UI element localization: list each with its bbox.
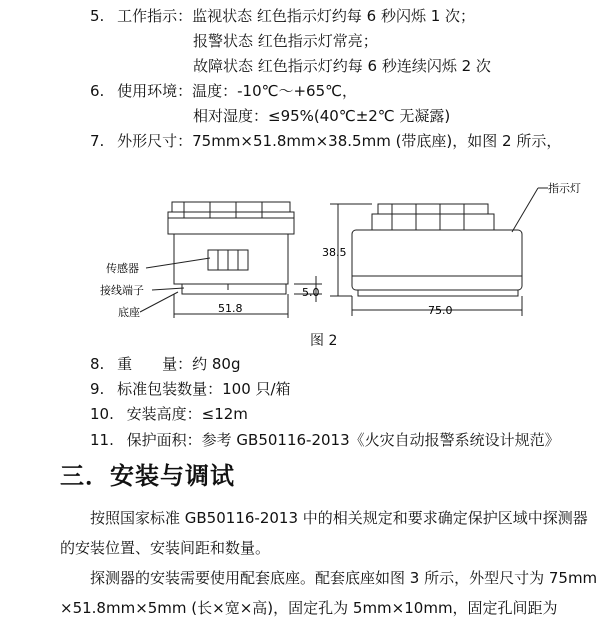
spec-item-6-line-2: 相对湿度：≤95%(40℃±2℃ 无凝露) <box>193 107 451 125</box>
item-number: 11. <box>90 431 114 449</box>
item-label: 外形尺寸： <box>117 132 193 150</box>
spec-item-11 <box>90 430 560 450</box>
item-label: 安装高度： <box>126 405 202 423</box>
item-label: 标准包装数量： <box>117 380 223 398</box>
item-label: 使用环境： <box>117 82 193 100</box>
left-view-fins <box>168 202 294 234</box>
spec-item-9 <box>90 379 291 399</box>
item-label: 保护面积： <box>126 431 202 449</box>
label-indicator: 指示灯 <box>548 182 581 195</box>
item-value: ≤12m <box>201 405 248 423</box>
item-value: 75mm×51.8mm×38.5mm (带底座)，如图 2 所示， <box>192 132 562 150</box>
paragraph-line-3: 探测器的安装需要使用配套底座。配套底座如图 3 所示，外型尺寸为 75mm <box>90 569 598 587</box>
item-number: 10. <box>90 405 114 423</box>
spec-item-5-line-3: 故障状态 红色指示灯约每 6 秒连续闪烁 2 次 <box>193 57 491 75</box>
dim-width-label: 51.8 <box>218 302 243 315</box>
dim-height-label: 38.5 <box>322 246 347 259</box>
dim-length-label: 75.0 <box>428 304 453 317</box>
figure-2-drawing <box>0 180 616 340</box>
spec-item-10 <box>90 404 248 424</box>
item-value: 约 80g <box>192 355 241 373</box>
spec-item-7 <box>90 131 561 151</box>
item-number: 8. <box>90 355 105 373</box>
item-value: 100 只/箱 <box>222 380 291 398</box>
item-number: 9. <box>90 380 105 398</box>
paragraph-line-1: 按照国家标准 GB50116-2013 中的相关规定和要求确定保护区域中探测器 <box>90 509 588 527</box>
item-label: 重 量： <box>117 355 193 373</box>
spec-item-5-line-2: 报警状态 红色指示灯常亮； <box>193 32 378 50</box>
label-base: 底座 <box>118 306 140 319</box>
spec-item-6 <box>90 81 357 101</box>
left-view-body <box>174 234 288 294</box>
figure-caption: 图 2 <box>310 333 338 349</box>
item-value: 参考 GB50116-2013《火灾自动报警系统设计规范》 <box>201 431 560 449</box>
item-number: 6. <box>90 82 105 100</box>
label-terminal: 接线端子 <box>100 284 144 297</box>
item-value: 监视状态 红色指示灯约每 6 秒闪烁 1 次； <box>192 7 476 25</box>
item-value: 温度：-10℃～+65℃， <box>192 82 357 100</box>
spec-item-8 <box>90 354 241 374</box>
item-label: 工作指示： <box>117 7 193 25</box>
item-number: 5. <box>90 7 105 25</box>
right-view <box>352 204 522 296</box>
paragraph-line-4: ×51.8mm×5mm (长×宽×高)，固定孔为 5mm×10mm，固定孔间距为 <box>60 599 558 617</box>
section-heading: 三．安装与调试 <box>60 462 235 490</box>
item-number: 7. <box>90 132 105 150</box>
spec-item-5 <box>90 6 475 26</box>
label-sensor: 传感器 <box>106 262 139 275</box>
dim-base-label: 5.0 <box>302 286 320 299</box>
paragraph-line-2: 的安装位置、安装间距和数量。 <box>60 539 271 557</box>
